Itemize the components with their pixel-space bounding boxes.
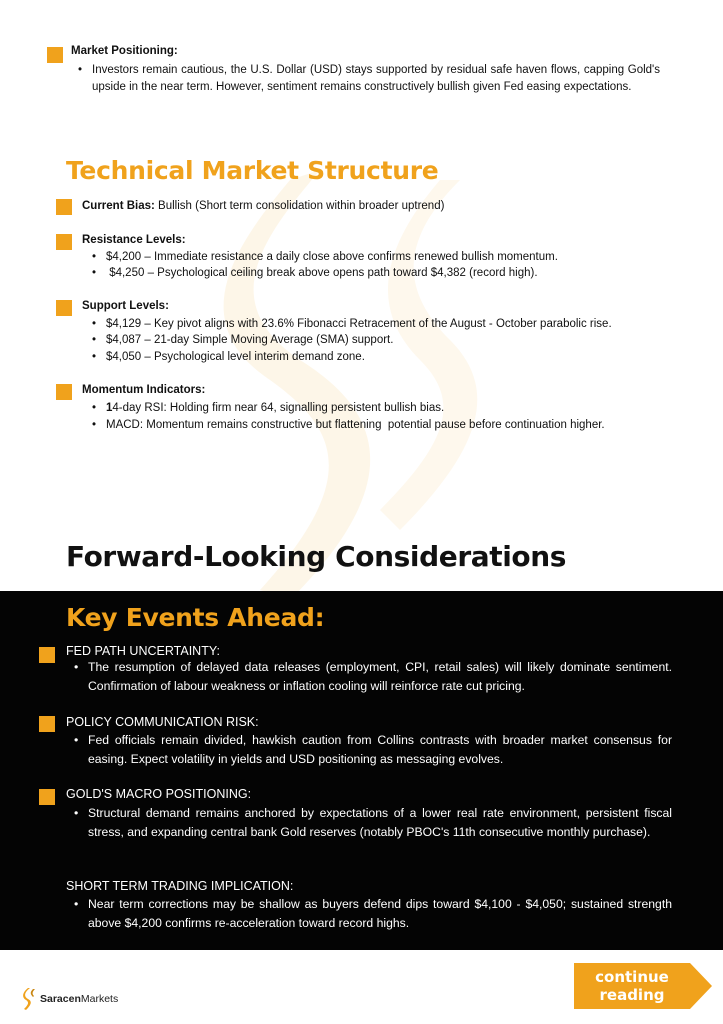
bullet-square-icon: [47, 47, 63, 63]
support-label: Support Levels:: [82, 300, 169, 312]
key-events-heading: Key Events Ahead:: [66, 603, 325, 632]
event-title: POLICY COMMUNICATION RISK:: [66, 715, 259, 729]
saracen-s-icon: [22, 988, 36, 1010]
momentum-rsi-text: 4-day RSI: Holding firm near 64, signalling persistent bullish bias.: [112, 402, 445, 414]
momentum-item: [106, 400, 444, 417]
momentum-rsi-digit: 1: [106, 402, 113, 414]
resistance-item: • $4,250 – Psychological ceiling break above opens path toward $4,382 (record high).: [106, 265, 538, 282]
event-bullet: • The resumption of delayed data releases (employment, CPI, retail sales) will likely dominate sentiment. Confirmation of labour weakness or inflation cooling will reinforce rate cut pricing.: [88, 658, 672, 695]
event-bullet: • Structural demand remains anchored by expectations of a lower real rate environment, persistent fiscal stress, and expanding central bank Gold reserves (notably PBOC's 11th consecutive monthly purchase).: [88, 804, 672, 841]
bullet-square-icon: [56, 384, 72, 400]
bullet-square-icon: [39, 647, 55, 663]
momentum-item: • MACD: Momentum remains constructive but flattening potential pause before continuation higher.: [106, 417, 605, 434]
technical-heading: Technical Market Structure: [66, 156, 439, 185]
continue-reading-button[interactable]: [574, 963, 714, 1009]
event-bullet: • Near term corrections may be shallow as buyers defend dips toward $4,100 - $4,050; sustained strength above $4,200 confirms re-acceleration toward record highs.: [88, 895, 672, 932]
bullet-square-icon: [56, 300, 72, 316]
market-positioning-title: Market Positioning:: [71, 45, 178, 57]
support-item: • $4,129 – Key pivot aligns with 23.6% Fibonacci Retracement of the August - October parabolic rise.: [106, 316, 612, 333]
forward-heading: Forward-Looking Considerations: [66, 540, 567, 573]
support-item: • $4,087 – 21-day Simple Moving Average (SMA) support.: [106, 332, 393, 349]
resistance-item: • $4,200 – Immediate resistance a daily close above confirms renewed bullish momentum.: [106, 249, 558, 266]
event-title: SHORT TERM TRADING IMPLICATION:: [66, 879, 294, 893]
saracen-markets-logo[interactable]: [22, 988, 118, 1010]
support-item: • $4,050 – Psychological level interim demand zone.: [106, 349, 365, 366]
bullet-square-icon: [39, 716, 55, 732]
market-positioning-bullet: • Investors remain cautious, the U.S. Dollar (USD) stays supported by residual safe haven flows, capping Gold's upside in the near term. However, sentiment remains constructively bullish given Fed easing expectations.: [92, 62, 660, 96]
momentum-label: Momentum Indicators:: [82, 384, 206, 396]
resistance-label: Resistance Levels:: [82, 234, 186, 246]
bullet-square-icon: [56, 234, 72, 250]
bullet-square-icon: [39, 789, 55, 805]
brand-name: SaracenMarkets: [40, 993, 119, 1005]
key-events-panel: [0, 591, 723, 950]
current-bias-label: Current Bias:: [82, 200, 155, 212]
current-bias-text: Bullish (Short term consolidation within broader uptrend): [154, 200, 445, 212]
event-bullet: • Fed officials remain divided, hawkish caution from Collins contrasts with broader market consensus for easing. Expect volatility in yields and USD positioning as messaging evolves.: [88, 731, 672, 768]
event-title: GOLD'S MACRO POSITIONING:: [66, 787, 252, 801]
current-bias: [82, 200, 444, 212]
bullet-square-icon: [56, 199, 72, 215]
continue-reading-label: continue reading: [595, 968, 669, 1004]
event-title: FED PATH UNCERTAINTY:: [66, 644, 220, 658]
